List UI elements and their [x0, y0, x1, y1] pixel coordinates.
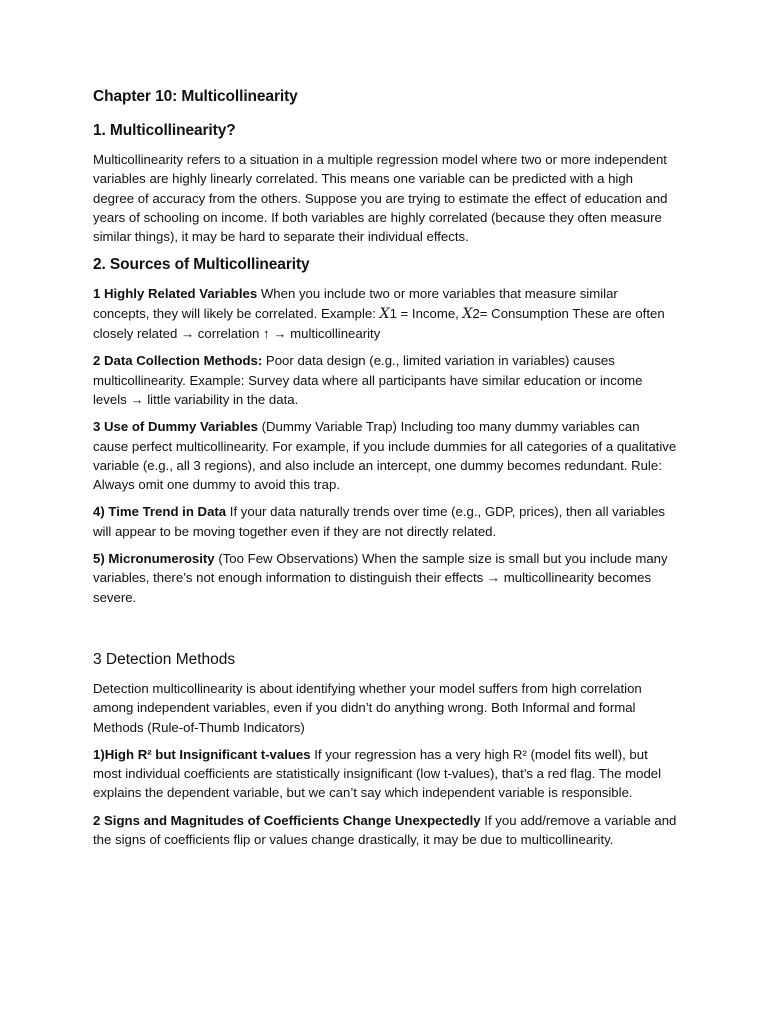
detection-item-1-text: If your regression has a very high R² (model fits well), but most individual coefficients are statistically insignificant (low t-values), that’s a red flag. The model explains the dependent variable, but we can’t say which independent variable is responsible. — [93, 746, 662, 801]
source-item-5-text: (Too Few Observations) When the sample size is small but you include many variables, there’s not enough information to distinguish their effects → multicollinearity becomes severe. — [93, 551, 668, 605]
source-item-5 — [93, 549, 677, 607]
source-item-3-text: (Dummy Variable Trap) Including too many dummy variables can cause perfect multicollinearity. For example, if you include dummies for all categories of a qualitative variable (e.g., all 3 regions), and also include an intercept, one dummy becomes redundant. Rule: Always omit one dummy to avoid this trap. — [93, 419, 677, 493]
source-item-3-title: 3 Use of Dummy Variables — [93, 419, 258, 435]
section-1-paragraph: Multicollinearity refers to a situation in a multiple regression model where two or more independent variables are highly linearly correlated. This means one variable can be predicted with a high degree of accuracy from the others. Suppose you are trying to estimate the effect of education and years of schooling on income. If both variables are highly correlated (because they often measure similar things), it may be hard to separate their individual effects. — [93, 152, 668, 245]
source-item-1-title: 1 Highly Related Variables — [93, 286, 258, 302]
source-item-1 — [93, 284, 677, 343]
chapter-title: Chapter 10: Multicollinearity — [93, 88, 298, 105]
source-item-4 — [93, 502, 677, 541]
source-item-1-x2-text: 2= Consumption These are often closely related → correlation ↑ → multicollinearity — [93, 305, 665, 342]
source-item-1-text-a: When you include two or more variables that measure similar concepts, they will likely be correlated. Example: — [93, 286, 618, 321]
detection-item-1 — [93, 745, 677, 803]
source-item-5-title: 5) Micronumerosity — [93, 551, 215, 567]
detection-item-1-title: 1)High R² but Insignificant t-values — [93, 746, 311, 762]
source-item-2 — [93, 351, 677, 409]
detection-item-2-title: 2 Signs and Magnitudes of Coefficients Change Unexpectedly — [93, 812, 481, 828]
section-spacer — [93, 615, 677, 649]
section-2-heading: 2. Sources of Multicollinearity — [93, 256, 310, 274]
section-3-heading: 3 Detection Methods — [93, 650, 236, 668]
document-page — [93, 86, 677, 857]
math-x1: X — [379, 305, 390, 322]
source-item-1-x1-text: 1 = Income, — [389, 305, 463, 321]
detection-item-2 — [93, 811, 677, 850]
source-item-4-text: If your data naturally trends over time (e.g., GDP, prices), then all variables will appear to be moving together even if they are not directly related. — [93, 504, 665, 539]
source-item-2-title: 2 Data Collection Methods: — [93, 353, 263, 369]
detection-item-2-text: If you add/remove a variable and the signs of coefficients flip or values change drastically, it may be due to multicollinearity. — [93, 812, 677, 848]
section-3-intro: Detection multicollinearity is about identifying whether your model suffers from high correlation among independent variables, even if you didn’t do anything wrong. Both Informal and formal Methods (Rule-of-Thumb Indicators) — [93, 680, 642, 735]
section-1-heading: 1. Multicollinearity? — [93, 122, 236, 139]
source-item-4-title: 4) Time Trend in Data — [93, 504, 227, 520]
source-item-2-text: Poor data design (e.g., limited variation in variables) causes multicollinearity. Example: Survey data where all participants have similar education or income levels → little variability in the data. — [93, 353, 643, 407]
source-item-3 — [93, 417, 677, 494]
math-x2: X — [462, 305, 473, 322]
